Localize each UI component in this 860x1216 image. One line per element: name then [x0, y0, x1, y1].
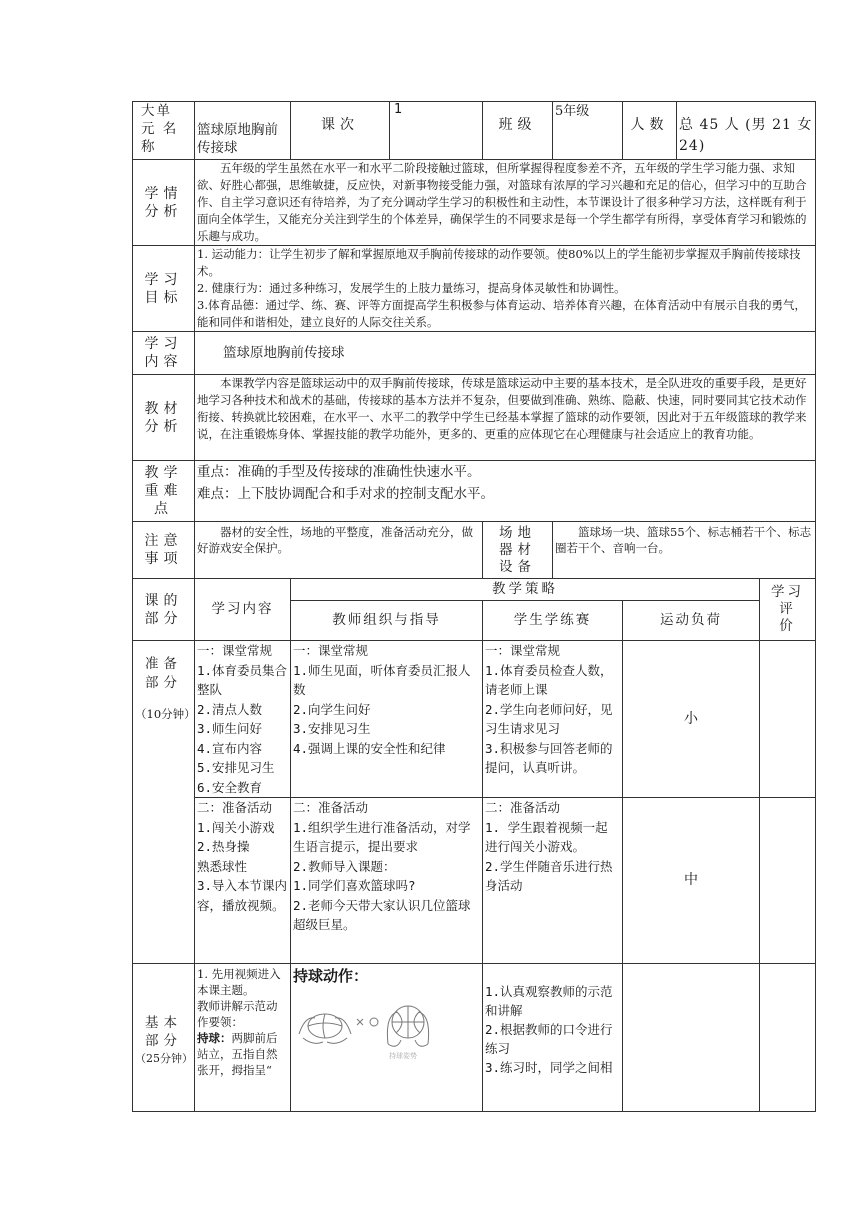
- basic-time: （25分钟）: [135, 1052, 193, 1065]
- prep-r1-teacher: 一：课堂常规 1.师生见面，听体育委员汇报人数 2.向学生问好 3.安排见习生 4.强调上课的安全性和纪律: [291, 641, 483, 798]
- class-value: 5年级: [553, 102, 623, 160]
- prep-r1-student: 一：课堂常规 1.体育委员检查人数，请老师上课 2.学生向老师问好，见习生请求见习 3.积极参与回答老师的提问，认真听讲。: [483, 641, 623, 798]
- material-label: 教材 分析: [133, 375, 195, 461]
- goals-text: [195, 246, 816, 332]
- key-point: 重点：准确的手型及传接球的准确性快速水平。: [197, 464, 481, 480]
- basic-content: 1. 先用视频进入本课主题。 教师讲解示范动作要领： 持球：两脚前后站立，五指自然张开，拇指呈“: [195, 964, 291, 1112]
- unit-value: 篮球原地胸前传接球: [195, 102, 291, 160]
- analysis-label: 学情 分析: [133, 160, 195, 246]
- lesson-plan-table: [132, 101, 816, 1112]
- basic-student: 1.认真观察教师的示范和讲解 2.根据教师的口令进行练习 3.练习时，同学之间相: [483, 964, 623, 1112]
- prep-r1-load: 小: [623, 641, 760, 798]
- difficult-point: 难点：上下肢协调配合和手对求的控制支配水平。: [197, 486, 494, 502]
- analysis-text: 五年级的学生虽然在水平一和水平二阶段接触过篮球，但所掌握得程度参差不齐，五年级的学生学习能力强、求知欲、好胜心都强，思维敏捷，反应快，对新事物接受能力强，对篮球有浓厚的学习兴趣和充足的信心，但学习中的互助合作、自主学习意识还有待培养，为了充分调动学生学习的积极性和主动性，本节课设计了很多种学习方法，这样既有利于面向全体学生，又能充分关注到学生的个体差异，确保学生的不同要求是每一个学生都学有所得，享受体育学习和锻炼的乐趣与成功。: [195, 160, 816, 246]
- basic-eval: [760, 964, 816, 1112]
- prep-r2-load: 中: [623, 798, 760, 964]
- venue-label: 场地 器材 设备: [483, 522, 553, 579]
- keypoints-label: 教学 重难 点: [133, 461, 195, 522]
- goal-item: 3.体育品德：通过学、练、赛、评等方面提高学生积极参与体育运动、培养体育兴趣，在体育活动中有展示自我的勇气，能和同伴和谐相处，建立良好的人际交往关系。: [197, 298, 806, 329]
- content-label: 学习 内容: [133, 332, 195, 375]
- content-text: 篮球原地胸前传接球: [195, 332, 816, 375]
- hold-title: 持球动作：: [293, 967, 369, 985]
- keypoints-text: [195, 461, 816, 522]
- prep-r1-content: 一：课堂常规 1.体育委员集合整队 2.清点人数 3.师生问好 4.宣布内容 5.安排见习生 6.安全教育: [195, 641, 291, 798]
- lesson-label: 课次: [291, 102, 390, 160]
- material-text: 本课教学内容是篮球运动中的双手胸前传接球，传球是篮球运动中主要的基本技术，是全队进攻的重要手段，是更好地学习各种技术和战术的基础，传接球的基本方法并不复杂，但要做到准确、熟练、隐蔽、快速，同时要同其它技术动作衔接、转换就比较困难，在水平一、水平二的教学中学生已经基本掌握了篮球的动作要领，因此对于五年级篮球的教学来说，在注重锻炼身体、掌握技能的教学功能外，更多的、更重的应体现它在心理健康与社会适应上的教育功能。: [195, 375, 816, 461]
- prep-part-label: 准备 部分 （10分钟）: [133, 641, 195, 964]
- load-label: 运动负荷: [623, 601, 760, 641]
- basic-load: [623, 964, 760, 1112]
- strategy-label: 教学策略: [291, 579, 760, 601]
- prep-r1-eval: [760, 641, 816, 798]
- class-label: 班级: [483, 102, 553, 160]
- circle-mark: [370, 1018, 378, 1026]
- notes-label: 注意 事项: [133, 522, 195, 579]
- goal-item: 1. 运动能力：让学生初步了解和掌握原地双手胸前传接球的动作要领。使80%以上的学生能初步掌握双手胸前传接球技术。: [197, 247, 801, 278]
- notes-text: 器材的安全性，场地的平整度，准备活动充分，做好游戏安全保护。: [195, 522, 483, 579]
- prep-r2-student: 二：准备活动 1. 学生跟着视频一起进行闯关小游戏。 2.学生伴随音乐进行热身活动: [483, 798, 623, 964]
- figure-caption: 持球姿势: [389, 1052, 417, 1060]
- prep-time: （10分钟）: [135, 707, 196, 721]
- part-label: 课的 部分: [133, 579, 195, 641]
- prep-r2-eval: [760, 798, 816, 964]
- goal-item: 2. 健康行为：通过多种练习，发展学生的上肢力量练习，提高身体灵敏性和协调性。: [197, 281, 626, 295]
- prep-r2-teacher: 二：准备活动 1.组织学生进行准备活动，对学生语言提示，提出要求 2.教师导入课题： 1.同学们喜欢篮球吗? 2.老师今天带大家认识几位篮球超级巨星。: [291, 798, 483, 964]
- unit-label: 大单 元 名 称: [133, 102, 195, 160]
- header-row: [133, 102, 816, 160]
- cross-mark: [357, 1019, 363, 1025]
- basic-teacher: [291, 964, 483, 1112]
- lesson-value: 1: [390, 102, 483, 160]
- basic-part-label: 基本 部分 （25分钟）: [133, 964, 195, 1112]
- eval-label: 学习 评 价: [760, 579, 816, 641]
- teacher-label: 教师组织与指导: [291, 601, 483, 641]
- content-col-label: 学习内容: [195, 579, 291, 641]
- count-value: 总 45 人 (男 21 女 24): [677, 102, 816, 160]
- hold-ball-figure: [293, 986, 443, 1066]
- goals-label: 学习 目标: [133, 246, 195, 332]
- count-label: 人数: [623, 102, 677, 160]
- venue-text: 篮球场一块、篮球55个、标志桶若干个、标志圈若干个、音响一台。: [553, 522, 816, 579]
- prep-r2-content: 二：准备活动 1.闯关小游戏 2.热身操 熟悉球性 3.导入本节课内容，播放视频。: [195, 798, 291, 964]
- hold-bold: 持球：: [197, 1031, 232, 1045]
- student-label: 学生学练赛: [483, 601, 623, 641]
- lesson-plan-document: [132, 101, 815, 1112]
